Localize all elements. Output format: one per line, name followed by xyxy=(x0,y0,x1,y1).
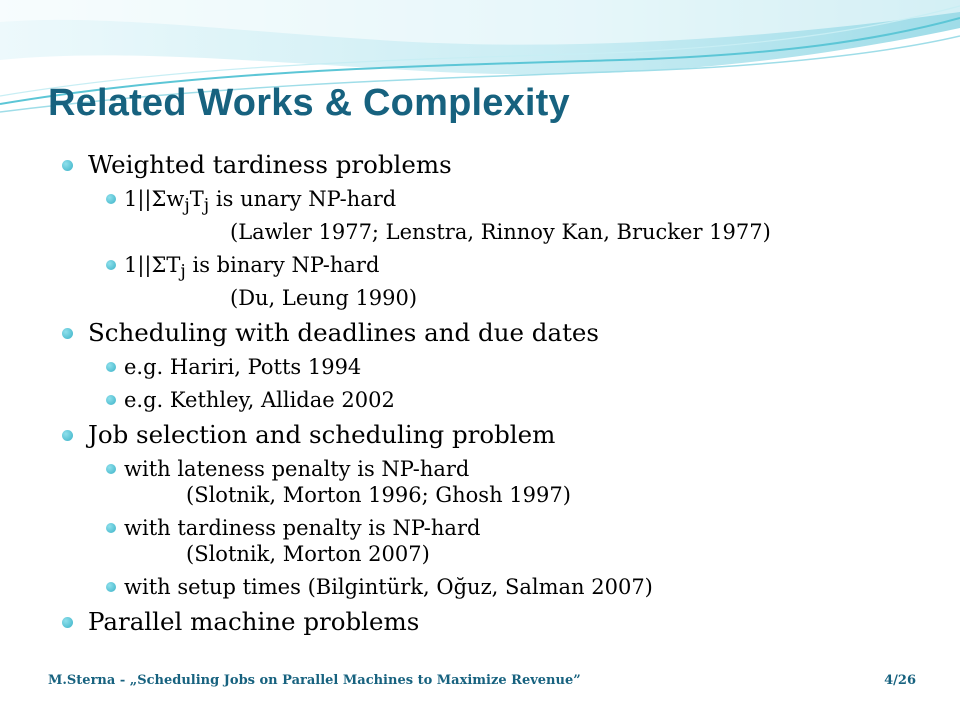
bullet-icon xyxy=(106,362,116,372)
page-number: 4/26 xyxy=(884,673,916,688)
citation-text: (Lawler 1977; Lenstra, Rinnoy Kan, Brucker 1977) xyxy=(230,220,771,245)
sub-item-text: with setup times (Bilgintürk, Oğuz, Salman 2007) xyxy=(124,575,653,600)
citation-text: (Slotnik, Morton 1996; Ghosh 1997) xyxy=(186,483,571,508)
sub-list-item xyxy=(62,387,942,413)
list-item-text: Scheduling with deadlines and due dates xyxy=(88,318,599,348)
sub-list-item xyxy=(62,186,942,245)
bullet-icon xyxy=(106,194,116,204)
list-item-text: Weighted tardiness problems xyxy=(88,150,452,179)
sub-item-text: e.g. Hariri, Potts 1994 xyxy=(124,355,362,380)
slide-title: Related Works & Complexity xyxy=(48,82,570,124)
list-item-text: Job selection and scheduling problem xyxy=(88,420,556,450)
sub-list-item xyxy=(62,252,942,311)
sub-item-text: with lateness penalty is NP-hard xyxy=(124,457,470,482)
sub-list-item xyxy=(62,354,942,380)
bullet-icon xyxy=(106,260,116,270)
citation-text: (Du, Leung 1990) xyxy=(230,286,418,311)
bullet-icon xyxy=(106,523,116,533)
sub-list-item xyxy=(62,574,942,600)
list-item-text: Parallel machine problems xyxy=(88,607,420,637)
bullet-icon xyxy=(62,160,73,171)
sub-item-text: with tardiness penalty is NP-hard xyxy=(124,516,481,541)
bullet-icon xyxy=(62,328,73,339)
list-item xyxy=(62,607,942,637)
sub-item-text: $1||\Sigma T_j$ is binary NP-hard xyxy=(124,253,380,283)
list-item xyxy=(62,150,942,180)
bullet-icon xyxy=(62,430,73,441)
sub-list-item xyxy=(62,515,942,567)
slide-footer: M.Sterna - „Scheduling Jobs on Parallel Machines to Maximize Revenue” xyxy=(48,673,581,688)
bullet-icon xyxy=(106,464,116,474)
list-item xyxy=(62,420,942,450)
sub-item-text: $1||\Sigma w_jT_j$ is unary NP-hard xyxy=(124,187,397,217)
sub-item-text: e.g. Kethley, Allidae 2002 xyxy=(124,388,395,413)
citation-text: (Slotnik, Morton 2007) xyxy=(186,542,430,567)
list-item xyxy=(62,318,942,348)
slide-content xyxy=(62,150,942,643)
bullet-icon xyxy=(106,582,116,592)
bullet-icon xyxy=(106,395,116,405)
bullet-icon xyxy=(62,617,73,628)
sub-list-item xyxy=(62,456,942,508)
